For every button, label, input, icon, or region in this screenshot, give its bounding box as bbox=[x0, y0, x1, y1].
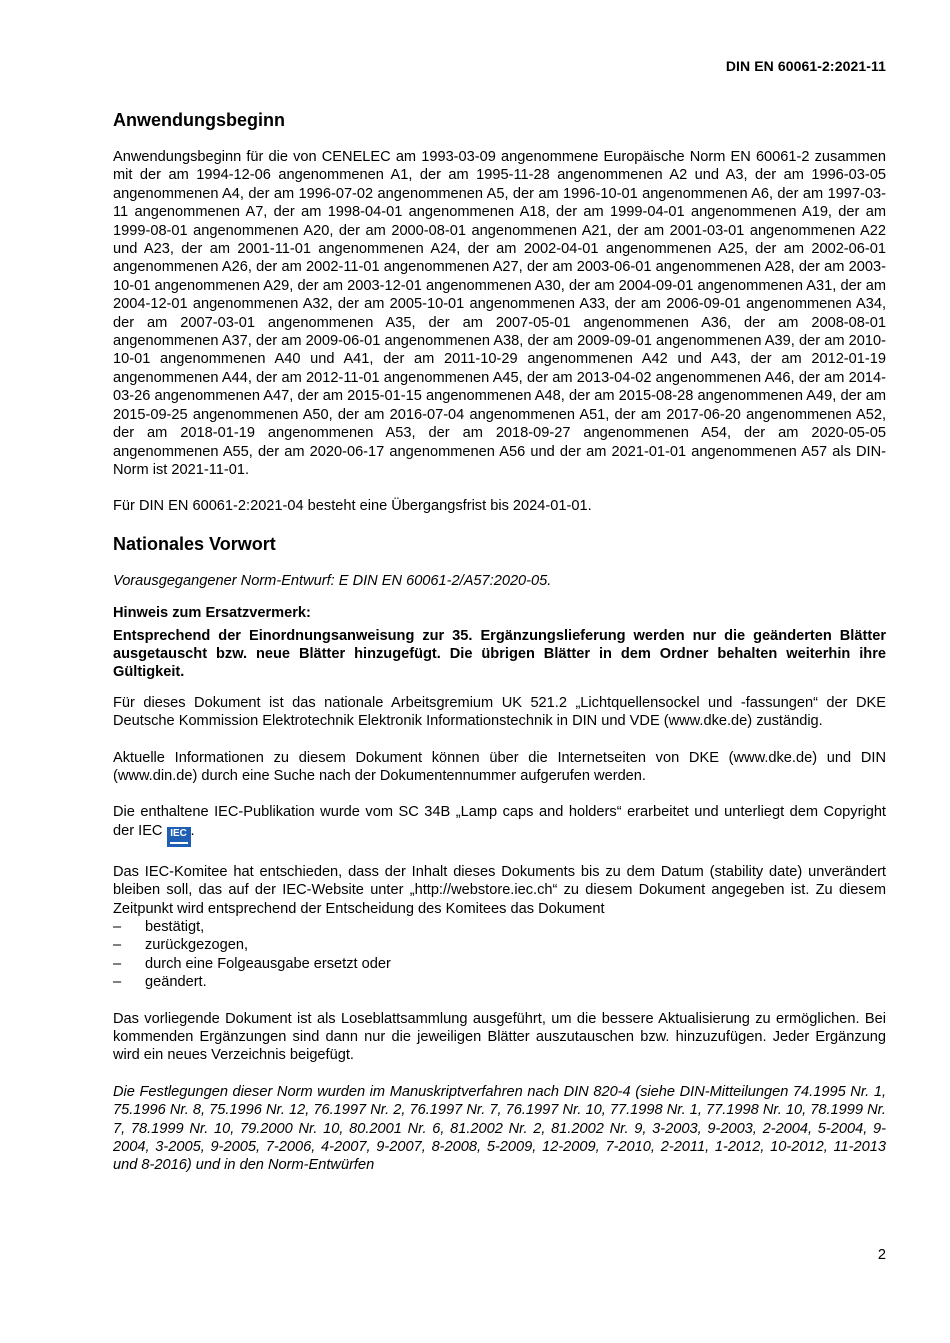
page-number: 2 bbox=[877, 1247, 886, 1263]
notice-title: Hinweis zum Ersatzvermerk: bbox=[113, 605, 311, 622]
list-item-text: bestätigt, bbox=[145, 919, 205, 935]
list-item-text: geändert. bbox=[145, 974, 207, 991]
heading-anwendungsbeginn: Anwendungsbeginn bbox=[113, 110, 285, 130]
list-item bbox=[113, 955, 886, 973]
list-item-text: zurückgezogen, bbox=[145, 937, 249, 954]
list-item bbox=[113, 936, 886, 954]
iec-logo-icon: IEC bbox=[167, 827, 191, 847]
document-id: DIN EN 60061-2:2021-11 bbox=[725, 58, 886, 74]
paragraph-iec-end: . bbox=[190, 822, 195, 839]
dash-marker: – bbox=[113, 919, 122, 935]
paragraph-iec bbox=[113, 803, 886, 846]
paragraph-iec-text: Die enthaltene IEC-Publikation wurde vom SC 34B „Lamp caps and holders“ erarbeitet und unterliegt dem Copyright der IEC bbox=[113, 804, 886, 839]
dash-marker: – bbox=[113, 955, 122, 972]
heading-nationales-vorwort: Nationales Vorwort bbox=[113, 533, 276, 554]
page-content bbox=[113, 108, 886, 1175]
dash-marker: – bbox=[113, 974, 122, 991]
paragraph-info: Aktuelle Informationen zu diesem Dokument können über die Internetseiten von DKE (www.dke.de) und DIN (www.din.de) durch eine Suche nach der Dokumentennummer aufgerufen werden. bbox=[113, 749, 886, 784]
paragraph-loose-leaf: Das vorliegende Dokument ist als Loseblattsammlung ausgeführt, um die bessere Aktualisierung zu ermöglichen. Bei kommenden Ergänzungen sind dann nur die jeweiligen Blätter auszutauschen bzw. hinzuzufügen. Jeder Ergänzung wird ein neues Verzeichnis beigefügt. bbox=[113, 1010, 886, 1064]
paragraph-stability: Das IEC-Komitee hat entschieden, dass der Inhalt dieses Dokuments bis zu dem Datum (stability date) unverändert bleiben soll, das auf der IEC-Website unter „http://webstore.iec.ch“ zu diesem Dokument angegeben ist. Zu diesem Zeitpunkt wird entsprechend der Entscheidung des Komitees das Dokument bbox=[113, 863, 886, 917]
predecessor-note: Vorausgegangener Norm-Entwurf: E DIN EN 60061-2/A57:2020-05. bbox=[113, 572, 552, 589]
paragraph-manuscript: Die Festlegungen dieser Norm wurden im Manuskriptverfahren nach DIN 820-4 (siehe DIN-Mitteilungen 74.1995 Nr. 1, 75.1996 Nr. 8, 75.1996 Nr. 12, 76.1997 Nr. 2, 76.1997 Nr. 7, 76.1997 Nr. 10, 77.1998 Nr. 1, 77.1998 Nr. 10, 78.1999 Nr. 7, 78.1999 Nr. 10, 79.2000 Nr. 10, 80.2001 Nr. 6, 81.2002 Nr. 2, 81.2002 Nr. 9, 3-2003, 9-2003, 2-2004, 5-2004, 9-2004, 3-2005, 9-2005, 7-2006, 4-2007, 9-2007, 8-2008, 5-2009, 12-2009, 7-2010, 2-2011, 1-2012, 10-2012, 11-2013 und 8-2016) und in den Norm-Entwürfen bbox=[113, 1083, 886, 1174]
dash-marker: – bbox=[113, 937, 122, 954]
action-list bbox=[113, 918, 886, 992]
paragraph-anwendungsbeginn: Anwendungsbeginn für die von CENELEC am 1993-03-09 angenommene Europäische Norm EN 60061-2 zusammen mit der am 1994-12-06 angenommenen A1, der am 1995-11-28 angenommenen A2 und A3, der am 1996-03-05 angenommenen A4, der am 1996-07-02 angenommenen A5, der am 1996-10-01 angenommenen A6, der am 1997-03-11 angenommenen A7, der am 1998-04-01 angenommenen A18, der am 1999-04-01 angenommenen A19, der am 1999-08-01 angenommenen A20, der am 2000-08-01 angenommenen A21, der am 2001-03-01 angenommenen A22 und A23, der am 2001-11-01 angenommenen A24, der am 2002-04-01 angenommenen A25, der am 2002-06-01 angenommenen A26, der am 2002-11-01 angenommenen A27, der am 2003-06-01 angenommenen A28, der am 2003-10-01 angenommenen A29, der am 2003-12-01 angenommenen A30, der am 2004-09-01 angenommenen A31, der am 2004-12-01 angenommenen A32, der am 2005-10-01 angenommenen A33, der am 2006-09-01 angenommenen A34, der am 2007-03-01 angenommenen A35, der am 2007-05-01 angenommenen A36, der am 2008-08-01 angenommenen A37, der am 2009-06-01 angenommenen A38, der am 2009-09-01 angenommenen A39, der am 2010-10-01 angenommenen A40 und A41, der am 2011-10-29 angenommenen A42 und A43, der am 2012-01-19 angenommenen A44, der am 2012-11-01 angenommenen A45, der am 2013-04-02 angenommenen A46, der am 2014-03-26 angenommenen A47, der am 2015-01-15 angenommenen A48, der am 2015-08-28 angenommenen A49, der am 2015-09-25 angenommenen A50, der am 2016-07-04 angenommenen A51, der am 2017-06-20 angenommenen A52, der am 2018-01-19 angenommenen A53, der am 2018-09-27 angenommenen A54, der am 2020-05-05 angenommenen A55, der am 2020-06-17 angenommenen A56 und der am 2021-01-01 angenommenen A57 als DIN-Norm ist 2021-11-01. bbox=[113, 149, 886, 478]
list-item-text: durch eine Folgeausgabe ersetzt oder bbox=[145, 955, 391, 972]
paragraph-committee: Für dieses Dokument ist das nationale Arbeitsgremium UK 521.2 „Lichtquellensockel und -fassungen“ der DKE Deutsche Kommission Elektrotechnik Elektronik Informationstechnik in DIN und VDE (www.dke.de) zuständig. bbox=[113, 694, 886, 730]
notice-text: Entsprechend der Einordnungsanweisung zur 35. Ergänzungslieferung werden nur die geänderten Blätter ausgetauscht bzw. neue Blätter hinzugefügt. Die übrigen Blätter in dem Ordner behalten weiterhin ihre Gültigkeit. bbox=[113, 627, 886, 681]
list-item bbox=[113, 973, 886, 991]
paragraph-uebergangsfrist: Für DIN EN 60061-2:2021-04 besteht eine Übergangsfrist bis 2024-01-01. bbox=[113, 498, 592, 515]
list-item bbox=[113, 918, 886, 936]
